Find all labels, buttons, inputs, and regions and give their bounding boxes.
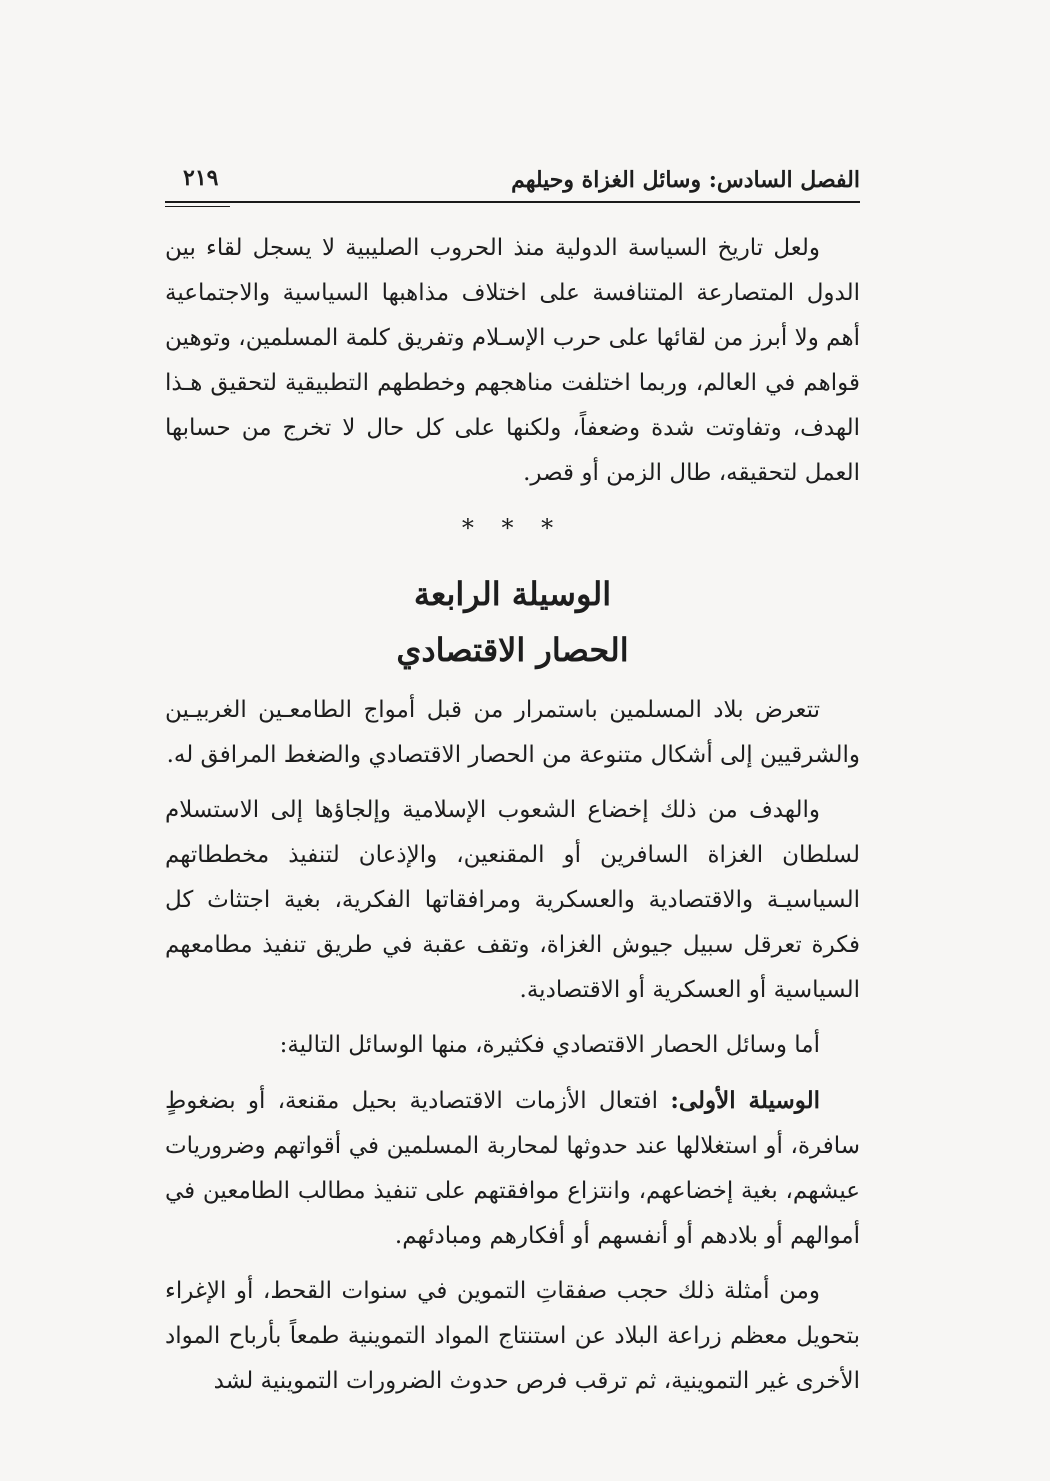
paragraph-4-lead: الوسيلة الأولى: [670, 1087, 820, 1114]
paragraph-2: والهدف من ذلك إخضاع الشعوب الإسلامية وإلجاؤها إلى الاستسلام لسلطان الغزاة السافرين أو المقنعين، والإذعان لتنفيذ مخططاتهم السياسيـة والاقتصادية والعسكرية ومرافقاتها الفكرية، بغية اجتثاث كل فكرة تعرقل سبيل جيوش الغزاة، وتقف عقبة في طريق تنفيذ مطامعهم السياسية أو العسكرية أو الاقتصادية. [165, 797, 860, 1003]
paragraph-4-body: افتعال الأزمات الاقتصادية بحيل مقنعة، أو بضغوطٍ سافرة، أو استغلالها عند حدوثها لمحاربة المسلمين في أقواتهم وضروريات عيشهم، بغية إخضاعهم، وانتزاع موافقتهم على تنفيذ مطالب الطامعين في أموالهم أو بلادهم أو أنفسهم أو أفكارهم ومبادئهم. [165, 1088, 860, 1249]
paragraph-intro: ولعل تاريخ السياسة الدولية منذ الحروب الصليبية لا يسجل لقاء بين الدول المتصارعة المتنافسة على اختلاف مذاهبها السياسية والاجتماعية أهم ولا أبرز من لقائها على حرب الإسـلام وتفريق كلمة المسلمين، وتوهين قواهم في العالم، وربما اختلفت مناهجهم وخططهم التطبيقية لتحقيق هـذا الهدف، وتفاوتت شدة وضعفاً، ولكنها على كل حال لا تخرج من حسابها العمل لتحقيقه، طال الزمن أو قصر. [165, 235, 860, 486]
section-title: الوسيلة الرابعة [413, 575, 612, 613]
paragraph-4 [165, 1078, 860, 1259]
page-number: ٢١٩ [183, 165, 219, 191]
header-rule-short [165, 206, 230, 207]
chapter-title: الفصل السادس: وسائل الغزاة وحيلهم [511, 167, 860, 193]
section-subtitle: الحصار الاقتصادي [396, 631, 629, 669]
paragraph-1: تتعرض بلاد المسلمين باستمرار من قبل أمواج الطامعـين الغربيـين والشرقيين إلى أشكال متنوعة من الحصار الاقتصادي والضغط المرافق له. [165, 697, 860, 768]
paragraph-5: ومن أمثلة ذلك حجب صفقاتِ التموين في سنوات القحط، أو الإغراء بتحويل معظم زراعة البلاد عن استنتاج المواد التموينية طمعاً بأرباح المواد الأخرى غير التموينية، ثم ترقب فرص حدوث الضرورات التموينية لشد [165, 1278, 860, 1394]
paragraph-3: أما وسائل الحصار الاقتصادي فكثيرة، منها الوسائل التالية: [279, 1032, 820, 1058]
section-separator: * * * [461, 514, 564, 542]
running-header [165, 165, 860, 207]
header-rule [165, 201, 860, 203]
page-body [165, 226, 860, 1404]
